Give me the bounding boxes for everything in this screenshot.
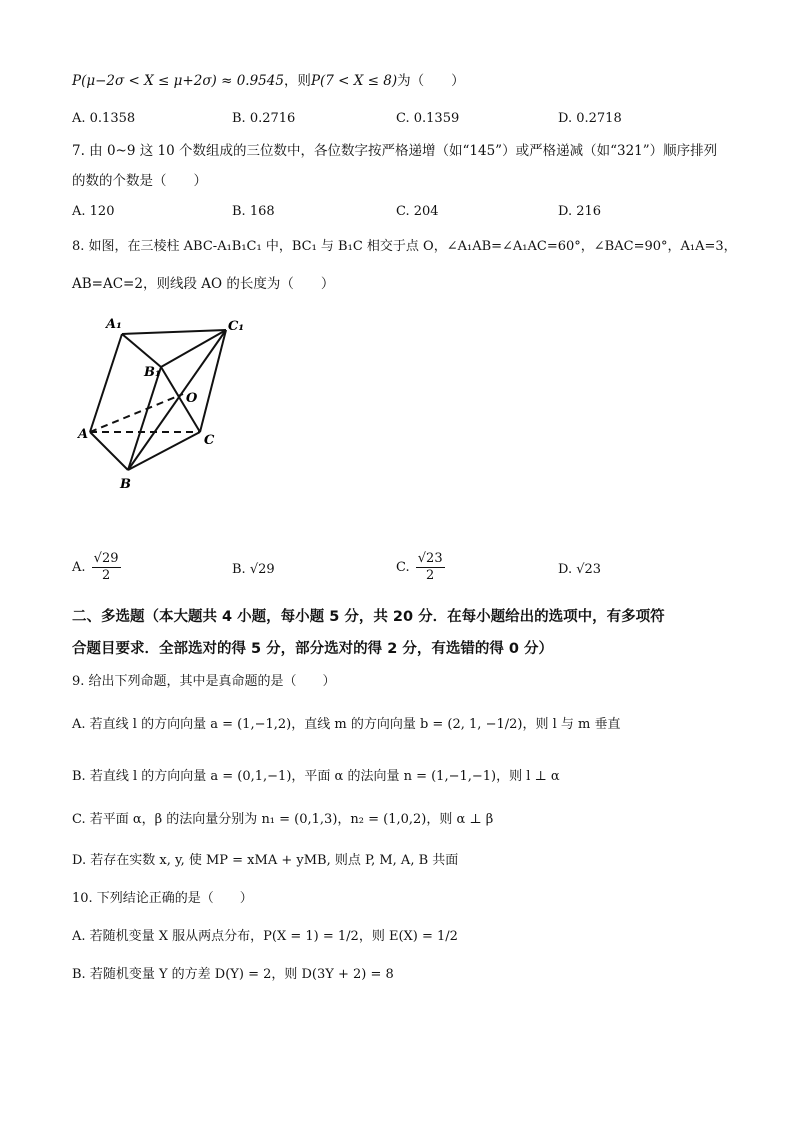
- q6-target: P(7 < X ≤ 8): [310, 73, 398, 89]
- q8-option-c-label: C.: [396, 560, 410, 575]
- q8-option-a[interactable]: [72, 551, 123, 584]
- q7-option-c[interactable]: C. 204: [396, 204, 439, 219]
- q8-option-c-denominator: 2: [426, 568, 435, 583]
- q8-stem-line2: AB=AC=2，则线段 AO 的长度为（ ）: [72, 276, 335, 292]
- label-a: A: [78, 427, 89, 442]
- section2-heading-line2: 合题目要求．全部选对的得 5 分，部分选对的得 2 分，有选错的得 0 分）: [72, 641, 554, 657]
- q7-option-d[interactable]: D. 216: [558, 204, 602, 219]
- edge-b1c1: [161, 330, 226, 367]
- q6-end: 为（ ）: [397, 73, 465, 89]
- q9-option-d[interactable]: D. 若存在实数 x, y, 使 MP = xMA + yMB, 则点 P, M, A, B 共面: [72, 853, 459, 868]
- q6-connector: ，则: [283, 73, 311, 89]
- label-c1: C₁: [228, 319, 245, 334]
- label-a1: A₁: [106, 317, 122, 332]
- q8-option-a-numerator: √29: [93, 551, 119, 566]
- label-b: B: [120, 477, 131, 492]
- q8-option-d-value: √23: [576, 562, 602, 577]
- q8-option-d[interactable]: [558, 561, 601, 579]
- q9-option-c[interactable]: C. 若平面 α，β 的法向量分别为 n₁ = (0,1,3)，n₂ = (1,0,2)，则 α ⊥ β: [72, 812, 494, 827]
- q6-option-a[interactable]: A. 0.1358: [72, 111, 136, 126]
- q7-option-a[interactable]: A. 120: [72, 204, 115, 219]
- edge-cc1: [200, 330, 226, 432]
- q8-option-b-label: B.: [232, 562, 246, 577]
- q8-option-b-value: √29: [249, 562, 275, 577]
- q8-option-c-fraction: [416, 551, 445, 584]
- q7-option-b[interactable]: B. 168: [232, 204, 275, 219]
- q8-option-b[interactable]: [232, 561, 275, 579]
- q7-stem-line1: 7. 由 0~9 这 10 个数组成的三位数中，各位数字按严格递增（如“145”）或严格递减（如“321”）顺序排列: [72, 143, 718, 159]
- edge-a1c1: [122, 330, 226, 334]
- q10-option-b[interactable]: B. 若随机变量 Y 的方差 D(Y) = 2，则 D(3Y + 2) = 8: [72, 967, 394, 982]
- q8-stem-line1: 8. 如图，在三棱柱 ABC-A₁B₁C₁ 中，BC₁ 与 B₁C 相交于点 O，∠A₁AB=∠A₁AC=60°，∠BAC=90°，A₁A=3，: [72, 239, 737, 254]
- q8-option-a-fraction: [92, 551, 121, 584]
- edge-aa1: [90, 334, 122, 432]
- q10-option-a[interactable]: A. 若随机变量 X 服从两点分布，P(X = 1) = 1/2，则 E(X) = 1/2: [72, 929, 458, 944]
- q6-option-b[interactable]: B. 0.2716: [232, 111, 296, 126]
- edge-a1b1: [122, 334, 161, 367]
- q8-option-a-label: A.: [72, 560, 86, 575]
- q8-option-a-denominator: 2: [101, 568, 111, 583]
- q6-option-c[interactable]: C. 0.1359: [396, 111, 460, 126]
- q9-option-a[interactable]: A. 若直线 l 的方向向量 a = (1,−1,2)，直线 m 的方向向量 b = (2, 1, −1/2)，则 l 与 m 垂直: [72, 717, 621, 732]
- label-c: C: [204, 433, 215, 448]
- edge-ab: [90, 432, 128, 470]
- q9-option-b[interactable]: B. 若直线 l 的方向向量 a = (0,1,−1)，平面 α 的法向量 n = (1,−1,−1)，则 l ⊥ α: [72, 769, 560, 784]
- label-b1: B₁: [144, 365, 161, 380]
- q6-option-d[interactable]: D. 0.2718: [558, 111, 622, 126]
- q8-option-c[interactable]: [396, 551, 447, 584]
- q7-stem-line2: 的数的个数是（ ）: [72, 173, 207, 189]
- q8-option-d-label: D.: [558, 562, 573, 577]
- q10-stem: 10. 下列结论正确的是（ ）: [72, 891, 253, 906]
- label-o: O: [186, 391, 198, 406]
- q6-condition: [72, 72, 465, 90]
- q9-stem: 9. 给出下列命题，其中是真命题的是（ ）: [72, 674, 336, 689]
- q8-option-c-numerator: √23: [417, 551, 443, 566]
- prism-figure: [60, 310, 260, 500]
- q6-formula: P(μ−2σ < X ≤ μ+2σ) ≈ 0.9545: [72, 73, 284, 89]
- section2-heading-line1: 二、多选题（本大题共 4 小题，每小题 5 分，共 20 分．在每小题给出的选项中，有多项符: [72, 609, 665, 625]
